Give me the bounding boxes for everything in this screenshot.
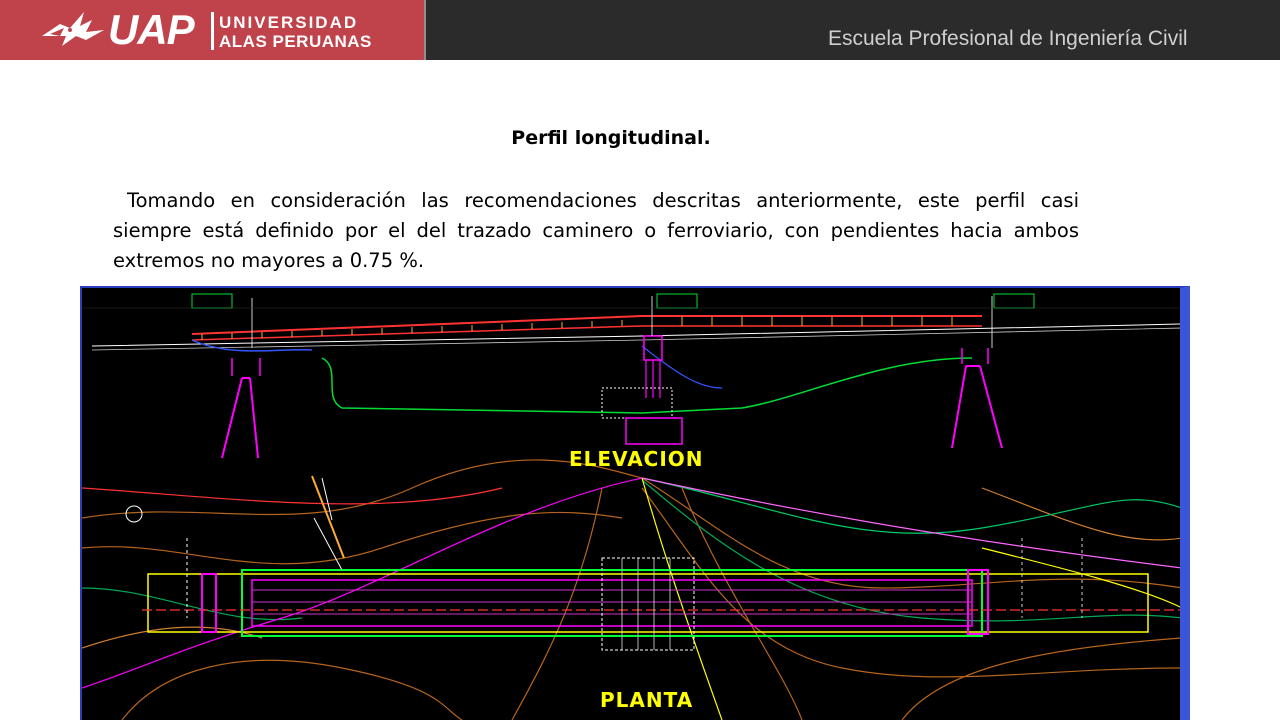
brand-divider — [211, 12, 214, 50]
school-name: Escuela Profesional de Ingeniería Civil — [828, 27, 1188, 50]
university-logo[interactable] — [0, 0, 426, 60]
header-bar — [0, 0, 1280, 60]
bridge-cad-drawing — [80, 286, 1190, 720]
brand-acronym: UAP — [108, 6, 194, 53]
brand-name-line1: UNIVERSIDAD — [219, 13, 359, 32]
cad-linework — [82, 288, 1182, 720]
elevation-label: ELEVACION — [569, 447, 704, 471]
section-heading: Perfil longitudinal. — [511, 127, 711, 149]
body-paragraph: Tomando en consideración las recomendaciones descritas anteriormente, este perfil casi siempre está definido por el del trazado caminero o ferroviario, con pendientes hacia ambos extremos no mayores a 0.75 %. — [113, 189, 1079, 272]
condor-emblem-icon — [40, 6, 108, 54]
elevation-view — [82, 294, 1182, 458]
plan-label: PLANTA — [600, 688, 694, 712]
brand-name-line2: ALAS PERUANAS — [219, 32, 372, 51]
